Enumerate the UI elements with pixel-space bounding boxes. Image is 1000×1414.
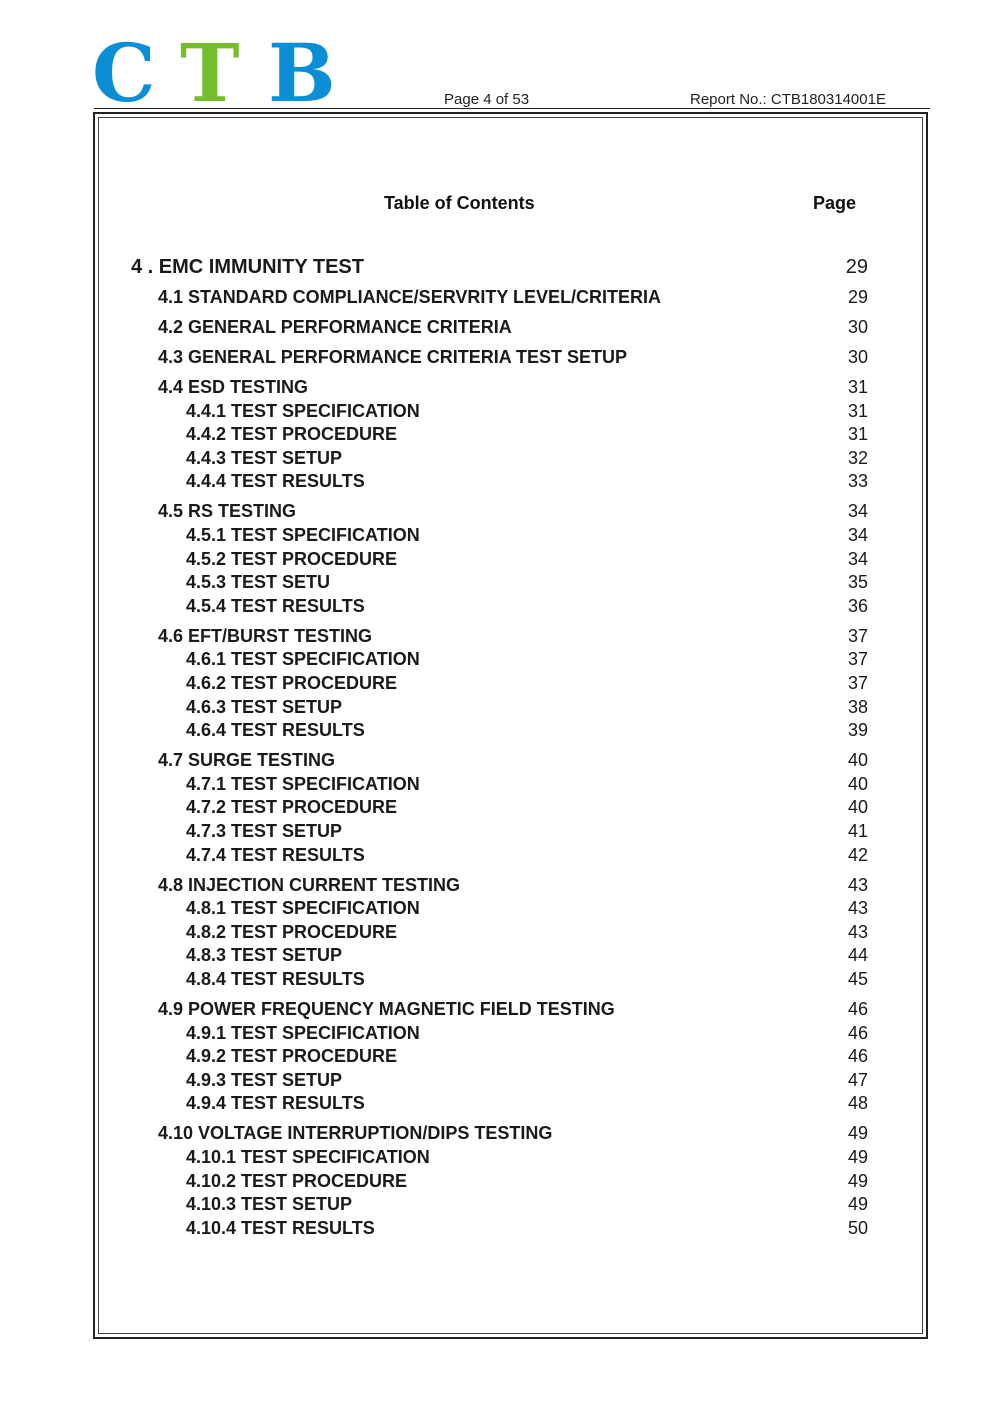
toc-entry-title: 4.10 VOLTAGE INTERRUPTION/DIPS TESTING <box>158 1123 553 1144</box>
toc-entry[interactable] <box>0 673 1000 697</box>
toc-entry-page: 46 <box>847 1022 868 1043</box>
toc-entry-page: 30 <box>847 347 868 367</box>
logo-letter-c: C <box>92 26 156 120</box>
toc-entry[interactable] <box>0 821 1000 845</box>
toc-entry[interactable] <box>0 471 1000 495</box>
toc-entry[interactable] <box>0 626 1000 650</box>
toc-entry-page: 38 <box>847 696 868 717</box>
toc-entry-page: 49 <box>847 1170 868 1191</box>
toc-entry-page: 36 <box>847 595 868 616</box>
toc-entry[interactable] <box>0 750 1000 774</box>
header-divider <box>94 108 930 109</box>
toc-entry[interactable] <box>0 1171 1000 1195</box>
toc-entry-title: 4.4.1 TEST SPECIFICATION <box>186 400 420 421</box>
toc-entry-title: 4.8.4 TEST RESULTS <box>186 969 365 989</box>
toc-entry[interactable] <box>0 424 1000 448</box>
toc-entry-page: 29 <box>845 256 868 278</box>
toc-entry[interactable] <box>0 922 1000 946</box>
toc-entry-title: 4.7.4 TEST RESULTS <box>186 844 365 865</box>
toc-entry-title: 4.4 ESD TESTING <box>158 377 309 397</box>
toc-entry-title: 4.5 RS TESTING <box>158 501 297 522</box>
toc-entry-title: 4.5.2 TEST PROCEDURE <box>186 548 398 569</box>
toc-entry-title: 4.7 SURGE TESTING <box>158 750 336 771</box>
toc-entry-title: 4.8.3 TEST SETUP <box>186 945 343 966</box>
toc-entry[interactable] <box>0 1070 1000 1094</box>
toc-title: Table of Contents <box>384 193 535 213</box>
toc-entry-page: 40 <box>847 797 868 818</box>
toc-entry-page: 43 <box>847 898 868 919</box>
toc-entry-page: 31 <box>847 424 868 445</box>
toc-entry-page: 49 <box>847 1194 868 1215</box>
toc-entry-page: 45 <box>847 969 868 989</box>
toc-entry-page: 39 <box>847 720 868 741</box>
toc-entry[interactable] <box>0 377 1000 401</box>
toc-entry-title: 4.9.3 TEST SETUP <box>186 1069 343 1090</box>
toc-entry[interactable] <box>0 1194 1000 1218</box>
toc-entry[interactable] <box>0 1046 1000 1070</box>
toc-entry[interactable] <box>0 945 1000 969</box>
toc-entry[interactable] <box>0 969 1000 993</box>
toc-entry[interactable] <box>0 1093 1000 1117</box>
logo-letter-t: T <box>180 26 240 120</box>
toc-entry[interactable] <box>0 347 1000 371</box>
toc-entry[interactable] <box>0 845 1000 869</box>
company-logo <box>92 26 342 120</box>
toc-entry-page: 31 <box>847 377 868 397</box>
toc-entry-title: 4.6.2 TEST PROCEDURE <box>186 673 398 693</box>
toc-entry-title: 4.9 POWER FREQUENCY MAGNETIC FIELD TESTING <box>158 999 615 1019</box>
toc-entry-title: 4.5.4 TEST RESULTS <box>186 595 365 616</box>
toc-entry-page: 34 <box>847 501 868 522</box>
toc-entry-title: 4.6 EFT/BURST TESTING <box>158 625 373 646</box>
toc-entry-page: 49 <box>847 1147 868 1167</box>
page-number-label: Page 4 of 53 <box>444 91 530 108</box>
toc-entry-page: 35 <box>847 572 868 593</box>
toc-entry-page: 48 <box>847 1093 868 1114</box>
toc-entry[interactable] <box>0 287 1000 311</box>
toc-entry-page: 46 <box>847 999 868 1019</box>
toc-entry-page: 44 <box>847 945 868 966</box>
toc-entry-page: 29 <box>847 287 868 307</box>
toc-entry-page: 37 <box>847 649 868 670</box>
toc-entry[interactable] <box>0 1147 1000 1171</box>
toc-entry-title: 4.7.3 TEST SETUP <box>186 821 343 841</box>
toc-entry-title: 4.2 GENERAL PERFORMANCE CRITERIA <box>158 317 512 337</box>
toc-entry[interactable] <box>0 317 1000 341</box>
toc-entry[interactable] <box>0 797 1000 821</box>
toc-entry-title: 4.8 INJECTION CURRENT TESTING <box>158 874 461 895</box>
toc-entry-title: 4.4.3 TEST SETUP <box>186 447 343 468</box>
toc-entry[interactable] <box>0 401 1000 425</box>
toc-entry-page: 41 <box>847 821 868 841</box>
toc-entry-title: 4.8.1 TEST SPECIFICATION <box>186 898 420 919</box>
logo-letter-b: B <box>268 26 336 120</box>
toc-entry[interactable] <box>0 596 1000 620</box>
toc-entry-page: 40 <box>847 750 868 771</box>
toc-entry-title: 4.4.2 TEST PROCEDURE <box>186 424 398 445</box>
toc-entry-title: 4.9.2 TEST PROCEDURE <box>186 1046 398 1067</box>
toc-entry-title: 4.7.2 TEST PROCEDURE <box>186 797 398 818</box>
toc-entry[interactable] <box>0 572 1000 596</box>
toc-entry-title: 4.9.4 TEST RESULTS <box>186 1093 365 1114</box>
toc-entry[interactable] <box>0 1123 1000 1147</box>
toc-entry-page: 32 <box>847 447 868 468</box>
toc-entry[interactable] <box>0 501 1000 525</box>
toc-entry-page: 43 <box>847 921 868 942</box>
toc-entry[interactable] <box>0 999 1000 1023</box>
toc-entry-title: 4.5.1 TEST SPECIFICATION <box>186 525 420 545</box>
toc-entry-title: 4.10.1 TEST SPECIFICATION <box>186 1147 430 1167</box>
toc-entry-page: 49 <box>847 1123 868 1144</box>
report-number-label: Report No.: CTB180314001E <box>690 91 886 108</box>
toc-entry[interactable] <box>0 549 1000 573</box>
toc-entry[interactable] <box>0 774 1000 798</box>
toc-page-column-heading: Page <box>813 193 857 213</box>
toc-entry-title: 4.5.3 TEST SETU <box>186 572 331 593</box>
toc-entry-title: 4 . EMC IMMUNITY TEST <box>131 256 364 278</box>
toc-entry[interactable] <box>0 898 1000 922</box>
toc-entry[interactable] <box>0 1023 1000 1047</box>
toc-entry-title: 4.6.4 TEST RESULTS <box>186 720 365 741</box>
toc-entry-title: 4.8.2 TEST PROCEDURE <box>186 921 398 942</box>
toc-entry-page: 34 <box>847 525 868 545</box>
toc-entry-title: 4.1 STANDARD COMPLIANCE/SERVRITY LEVEL/CRITERIA <box>158 287 662 307</box>
toc-entry[interactable] <box>0 697 1000 721</box>
toc-entry-title: 4.10.4 TEST RESULTS <box>186 1217 375 1238</box>
toc-entry-title: 4.4.4 TEST RESULTS <box>186 471 365 492</box>
toc-entry[interactable] <box>0 649 1000 673</box>
toc-entry-title: 4.7.1 TEST SPECIFICATION <box>186 773 420 794</box>
toc-entry[interactable] <box>0 1218 1000 1242</box>
toc-entry[interactable] <box>0 875 1000 899</box>
toc-entry-page: 31 <box>847 400 868 421</box>
toc-entry-page: 30 <box>847 317 868 337</box>
toc-entry-page: 37 <box>847 673 868 693</box>
toc-entry-page: 33 <box>847 471 868 492</box>
toc-entry-page: 47 <box>847 1069 868 1090</box>
toc-entry[interactable] <box>0 256 1000 280</box>
toc-entry-title: 4.6.1 TEST SPECIFICATION <box>186 649 420 670</box>
toc-entry-page: 37 <box>847 625 868 646</box>
toc-entry-page: 43 <box>847 874 868 895</box>
toc-entry-page: 42 <box>847 844 868 865</box>
toc-entry-title: 4.6.3 TEST SETUP <box>186 696 343 717</box>
toc-entry-title: 4.9.1 TEST SPECIFICATION <box>186 1022 420 1043</box>
toc-entry-title: 4.10.3 TEST SETUP <box>186 1194 353 1215</box>
toc-entry[interactable] <box>0 720 1000 744</box>
toc-entry-title: 4.10.2 TEST PROCEDURE <box>186 1170 408 1191</box>
toc-entry-page: 34 <box>847 548 868 569</box>
toc-entry-page: 40 <box>847 773 868 794</box>
toc-entry[interactable] <box>0 448 1000 472</box>
toc-entry-page: 46 <box>847 1046 868 1067</box>
toc-entry-page: 50 <box>847 1217 868 1238</box>
toc-entry[interactable] <box>0 525 1000 549</box>
toc-entry-title: 4.3 GENERAL PERFORMANCE CRITERIA TEST SETUP <box>158 347 628 367</box>
